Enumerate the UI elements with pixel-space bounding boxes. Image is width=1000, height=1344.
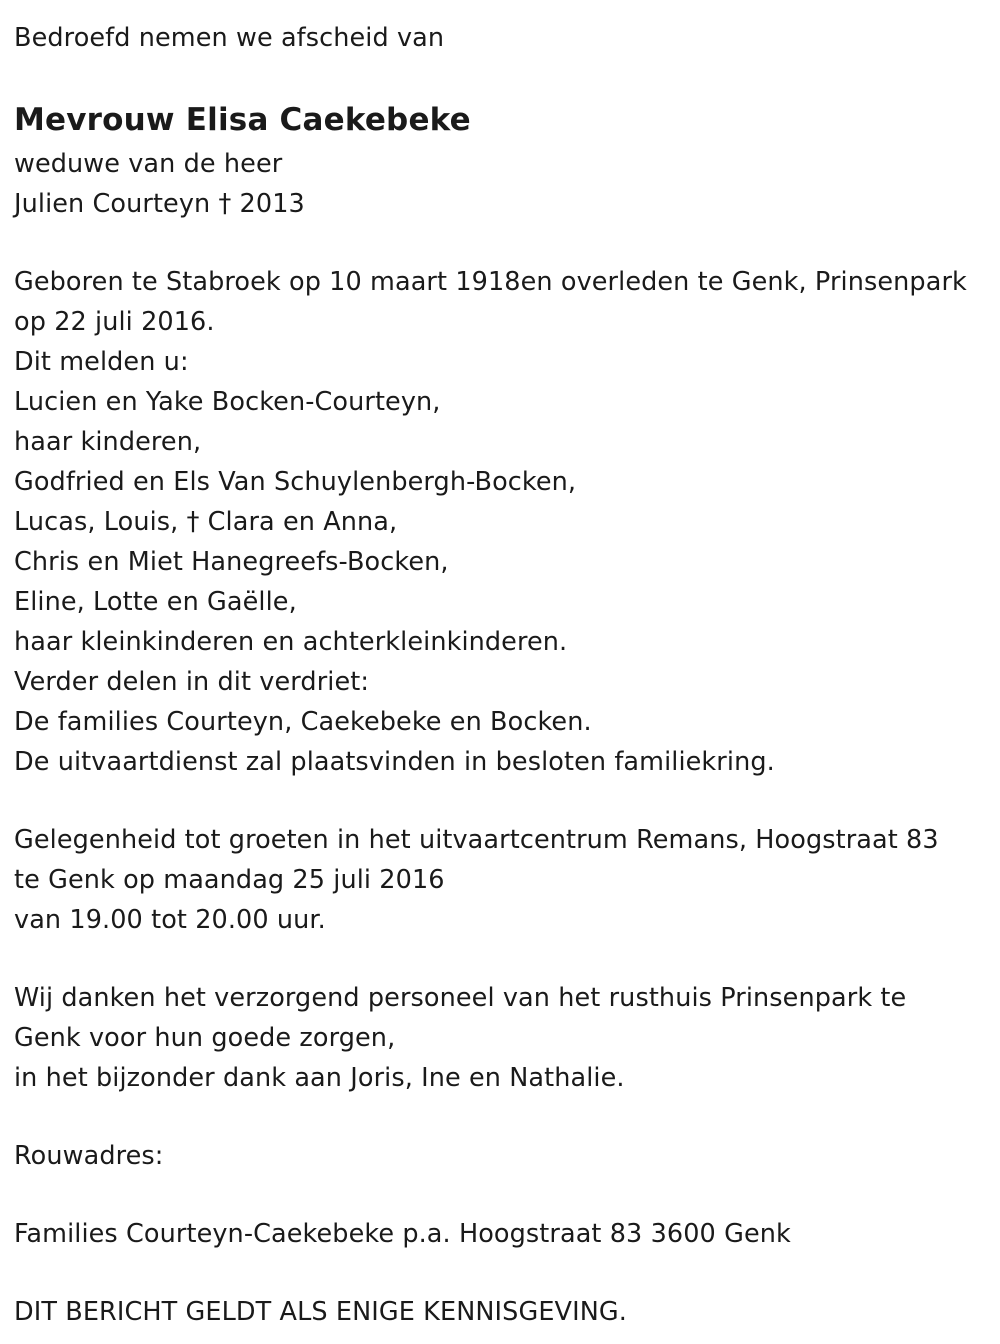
- birth-death-line-1: Geboren te Stabroek op 10 maart 1918en overleden te Genk, Prinsenpark: [14, 267, 967, 297]
- announcement-label: Dit melden u:: [14, 347, 189, 377]
- spouse-relation-line: weduwe van de heer: [14, 149, 283, 179]
- spacer: [14, 1176, 984, 1214]
- family-line: Godfried en Els Van Schuylenbergh-Bocken,: [14, 467, 577, 497]
- spacer: [14, 782, 984, 820]
- deceased-name: Mevrouw Elisa Caekebeke: [14, 102, 471, 138]
- footer-notice: DIT BERICHT GELDT ALS ENIGE KENNISGEVING.: [14, 1297, 627, 1327]
- spacer: [14, 940, 984, 978]
- funeral-service-line: De uitvaartdienst zal plaatsvinden in besloten familiekring.: [14, 747, 775, 777]
- spacer: [14, 1254, 984, 1292]
- family-line: Lucien en Yake Bocken-Courteyn,: [14, 387, 441, 417]
- birth-death-line-2: op 22 juli 2016.: [14, 307, 215, 337]
- visitation-line: van 19.00 tot 20.00 uur.: [14, 905, 326, 935]
- thanks-line: Wij danken het verzorgend personeel van het rusthuis Prinsenpark te: [14, 983, 907, 1013]
- thanks-line: Genk voor hun goede zorgen,: [14, 1023, 396, 1053]
- family-line: haar kinderen,: [14, 427, 202, 457]
- spacer: [14, 1098, 984, 1136]
- families-line: De families Courteyn, Caekebeke en Bocken.: [14, 707, 592, 737]
- family-line: Lucas, Louis, † Clara en Anna,: [14, 507, 398, 537]
- spouse-name-line: Julien Courteyn † 2013: [14, 189, 305, 219]
- spacer: [14, 224, 984, 262]
- thanks-line: in het bijzonder dank aan Joris, Ine en Nathalie.: [14, 1063, 625, 1093]
- mourning-address: Families Courteyn-Caekebeke p.a. Hoogstraat 83 3600 Genk: [14, 1219, 791, 1249]
- further-grief-label: Verder delen in dit verdriet:: [14, 667, 370, 697]
- spacer: [14, 58, 984, 96]
- visitation-line: te Genk op maandag 25 juli 2016: [14, 865, 445, 895]
- family-line: Eline, Lotte en Gaëlle,: [14, 587, 297, 617]
- intro-text: Bedroefd nemen we afscheid van: [14, 23, 445, 53]
- family-line: Chris en Miet Hanegreefs-Bocken,: [14, 547, 449, 577]
- visitation-line: Gelegenheid tot groeten in het uitvaartcentrum Remans, Hoogstraat 83: [14, 825, 939, 855]
- mourning-address-label: Rouwadres:: [14, 1141, 164, 1171]
- family-line: haar kleinkinderen en achterkleinkinderen.: [14, 627, 568, 657]
